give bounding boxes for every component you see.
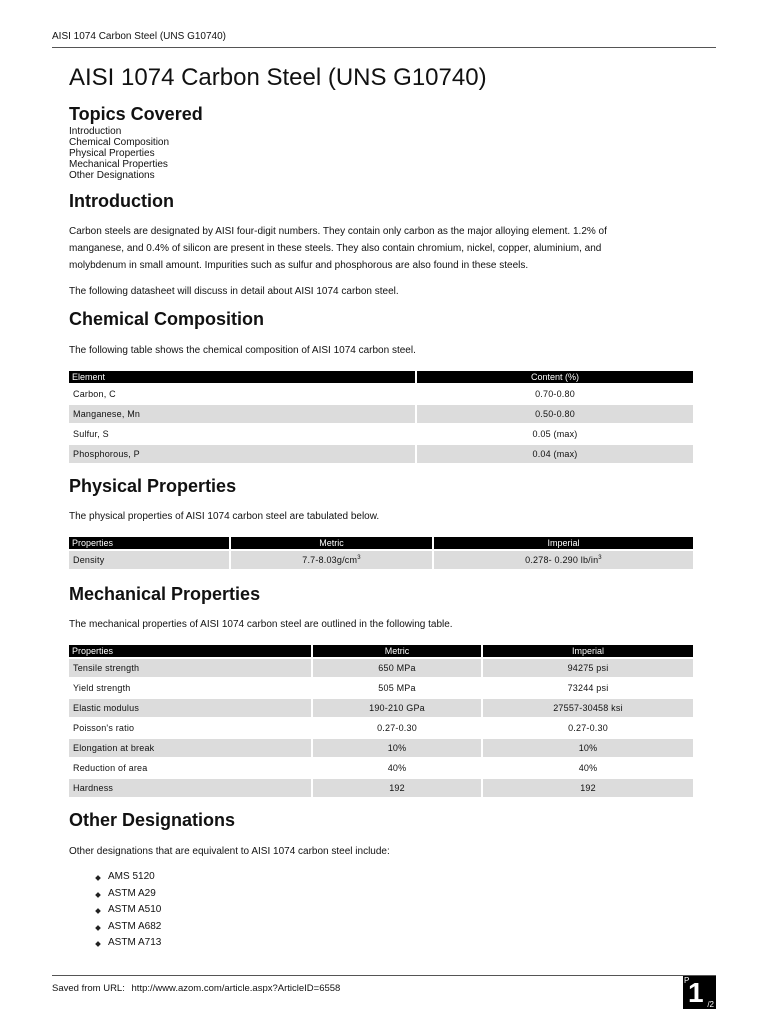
designations-list (91, 869, 161, 952)
physical-intro: The physical properties of AISI 1074 carbon steel are tabulated below. (69, 511, 380, 522)
table-cell: Elongation at break (69, 739, 311, 757)
topic-item[interactable]: Introduction (69, 126, 122, 137)
table-cell: 650 MPa (313, 659, 481, 677)
list-item: ASTM A510 (91, 902, 161, 919)
physical-properties-table (67, 535, 695, 571)
table-cell: 0.27-0.30 (377, 723, 417, 733)
table-row (69, 739, 693, 757)
page-total: /2 (707, 1000, 714, 1009)
list-item: ASTM A682 (91, 919, 161, 936)
chemical-composition-table (67, 369, 695, 465)
header-divider (52, 47, 716, 48)
mechanical-intro: The mechanical properties of AISI 1074 carbon steel are outlined in the following table. (69, 619, 453, 630)
topic-item[interactable]: Other Designations (69, 170, 155, 181)
column-header: Element (69, 371, 415, 383)
table-header-row (69, 645, 693, 657)
table-cell: 40% (387, 763, 407, 773)
page-letter: P (684, 976, 690, 985)
column-header: Imperial (483, 645, 693, 657)
table-cell: Phosphorous, P (69, 445, 415, 463)
introduction-paragraph-2: The following datasheet will discuss in detail about AISI 1074 carbon steel. (69, 286, 399, 297)
table-cell: 192 (313, 779, 481, 797)
table-cell: Reduction of area (73, 763, 148, 773)
metric-value: 7.7-8.03g/cm (302, 555, 358, 565)
introduction-paragraph: Carbon steels are designated by AISI four-digit numbers. They contain only carbon as the major alloying element. 1.2% of manganese, and 0.4% of silicon are present in these steels. They also contain chromium, nickel, copper, aluminium, and molybdenum in small amount. Impurities such as sulfur and phosphorous are also found in these steels. (69, 226, 607, 271)
topics-heading: Topics Covered (69, 104, 203, 124)
table-row (69, 679, 693, 697)
table-cell: Carbon, C (73, 389, 116, 399)
other-designations-heading: Other Designations (69, 810, 236, 830)
superscript: 3 (357, 555, 361, 561)
table-cell: 94275 psi (483, 659, 693, 677)
running-header: AISI 1074 Carbon Steel (UNS G10740) (52, 31, 226, 42)
chemical-intro: The following table shows the chemical composition of AISI 1074 carbon steel. (69, 345, 416, 356)
table-cell: Density (69, 551, 229, 569)
table-cell: 192 (483, 779, 693, 797)
topic-item[interactable]: Mechanical Properties (69, 159, 168, 170)
list-item: ASTM A29 (91, 886, 161, 903)
column-header: Metric (231, 537, 432, 549)
physical-properties-heading: Physical Properties (69, 476, 237, 496)
mechanical-properties-table (67, 643, 695, 799)
footer-source (52, 983, 340, 994)
table-row (69, 405, 693, 423)
table-row (69, 759, 693, 777)
table-header-row (69, 371, 693, 383)
table-row (69, 699, 693, 717)
superscript: 3 (598, 555, 602, 561)
table-row (69, 719, 693, 737)
mechanical-properties-heading: Mechanical Properties (69, 584, 261, 604)
document-title: AISI 1074 Carbon Steel (UNS G10740) (69, 64, 487, 91)
column-header: Content (%) (417, 371, 693, 383)
table-row (69, 425, 693, 443)
table-row (69, 445, 693, 463)
column-header: Imperial (434, 537, 693, 549)
table-header-row (69, 537, 693, 549)
table-cell: Tensile strength (69, 659, 311, 677)
table-cell: Hardness (69, 779, 311, 797)
table-cell: Elastic modulus (69, 699, 311, 717)
table-cell: 505 MPa (378, 683, 416, 693)
table-row (69, 779, 693, 797)
column-header: Properties (69, 645, 311, 657)
footer-url-link[interactable]: http://www.azom.com/article.aspx?ArticleID=6558 (131, 983, 341, 994)
column-header: Metric (313, 645, 481, 657)
column-header: Properties (69, 537, 229, 549)
table-cell: 0.70-0.80 (535, 389, 575, 399)
table-cell: 0.50-0.80 (417, 405, 693, 423)
imperial-value: 0.278- 0.290 lb/in (525, 555, 599, 565)
table-cell: Poisson's ratio (73, 723, 135, 733)
table-cell: Sulfur, S (73, 429, 109, 439)
footer-url-label: Saved from URL: (52, 983, 125, 994)
topic-item[interactable]: Physical Properties (69, 148, 155, 159)
page-number: 1 (688, 977, 704, 1008)
table-row (69, 551, 693, 569)
table-cell: 0.04 (max) (417, 445, 693, 463)
topic-item[interactable]: Chemical Composition (69, 137, 170, 148)
introduction-heading: Introduction (69, 191, 174, 211)
table-cell: 190-210 GPa (313, 699, 481, 717)
table-cell: 40% (578, 763, 598, 773)
table-cell: Manganese, Mn (69, 405, 415, 423)
designations-intro: Other designations that are equivalent to AISI 1074 carbon steel include: (69, 846, 390, 857)
list-item: AMS 5120 (91, 869, 161, 886)
table-cell: 10% (313, 739, 481, 757)
table-cell (434, 551, 693, 569)
table-cell: 27557-30458 ksi (483, 699, 693, 717)
table-cell: Yield strength (73, 683, 131, 693)
table-cell: 73244 psi (567, 683, 609, 693)
table-cell: 10% (483, 739, 693, 757)
page-number-badge (683, 976, 716, 1009)
table-cell (231, 551, 432, 569)
topics-list (69, 126, 169, 181)
table-row (69, 385, 693, 403)
table-row (69, 659, 693, 677)
table-cell: 0.05 (max) (532, 429, 578, 439)
footer-divider (52, 975, 716, 976)
table-cell: 0.27-0.30 (568, 723, 608, 733)
chemical-composition-heading: Chemical Composition (69, 309, 265, 329)
list-item: ASTM A713 (91, 935, 161, 952)
